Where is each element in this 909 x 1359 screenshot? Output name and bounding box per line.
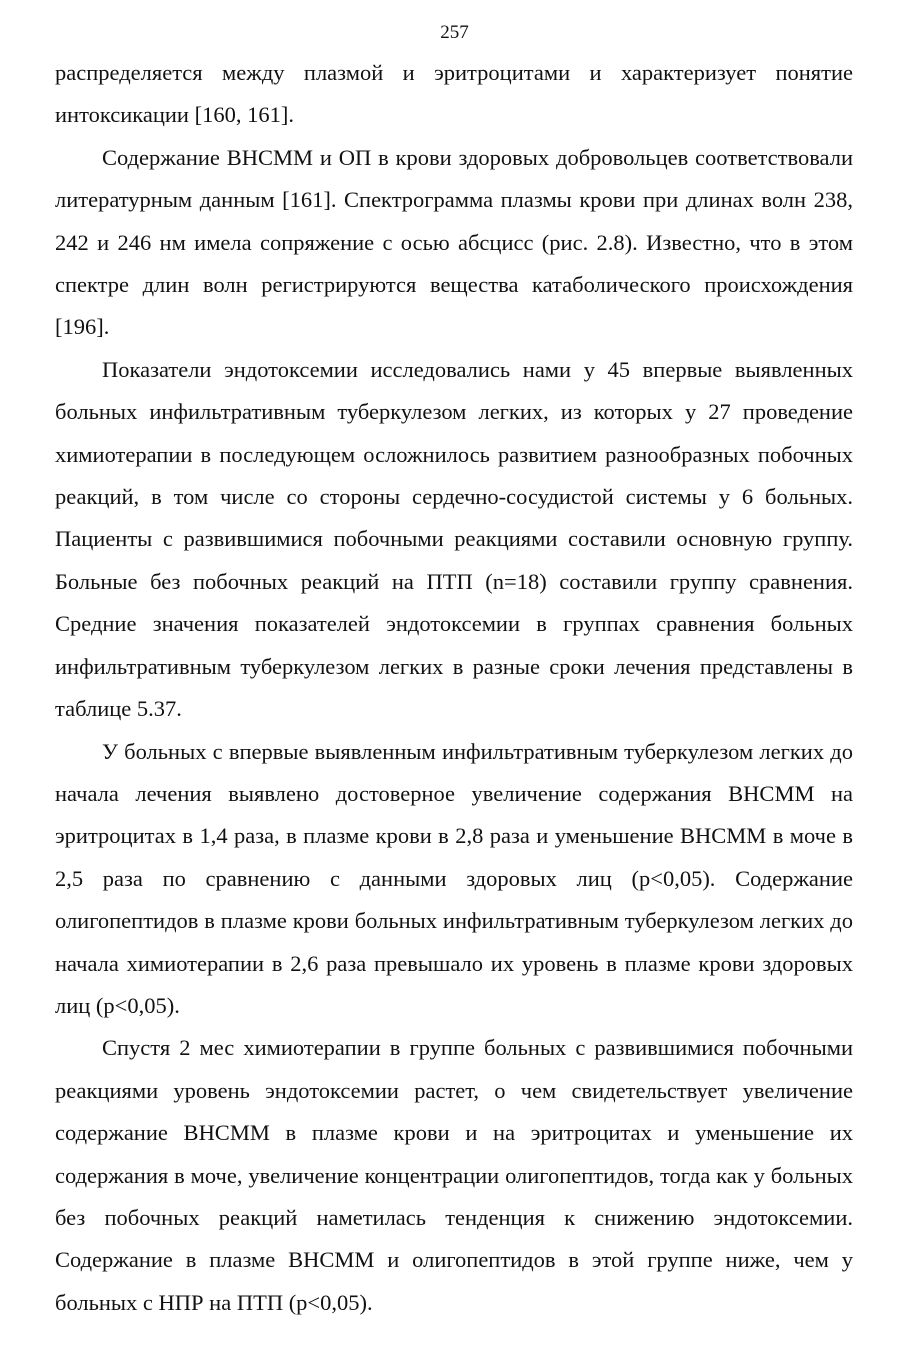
body-text [55,52,853,1324]
paragraph-5: Спустя 2 мес химиотерапии в группе больных с развившимися побочными реакциями уровень эндотоксемии растет, о чем свидетельствует увеличение содержание ВНСММ в плазме крови и на эритроцитах и уменьшение их содержания в моче, увеличение концентрации олигопептидов, тогда как у больных без побочных реакций наметилась тенденция к снижению эндотоксемии. Содержание в плазме ВНСММ и олигопептидов в этой группе ниже, чем у больных с НПР на ПТП (p<0,05). [55,1035,853,1315]
page-number: 257 [440,22,469,43]
paragraph-4: У больных с впервые выявленным инфильтративным туберкулезом легких до начала лечения выявлено достоверное увеличение содержания ВНСММ на эритроцитах в 1,4 раза, в плазме крови в 2,8 раза и уменьшение ВНСММ в моче в 2,5 раза по сравнению с данными здоровых лиц (p<0,05). Содержание олигопептидов в плазме крови больных инфильтративным туберкулезом легких до начала химиотерапии в 2,6 раза превышало их уровень в плазме крови здоровых лиц (p<0,05). [55,738,853,1018]
paragraph-3: Показатели эндотоксемии исследовались нами у 45 впервые выявленных больных инфильтративным туберкулезом легких, из которых у 27 проведение химиотерапии в последующем осложнилось развитием разнообразных побочных реакций, в том числе со стороны сердечно-сосудистой системы у 6 больных. Пациенты с развившимися побочными реакциями составили основную группу. Больные без побочных реакций на ПТП (n=18) составили группу сравнения. Средние значения показателей эндотоксемии в группах сравнения больных инфильтративным туберкулезом легких в разные сроки лечения представлены в таблице 5.37. [55,356,853,722]
paragraph-1: распределяется между плазмой и эритроцитами и характеризует понятие интоксикации [160, 161]. [55,60,853,128]
paragraph-2: Содержание ВНСММ и ОП в крови здоровых добровольцев соответствовали литературным данным [161]. Спектрограмма плазмы крови при длинах волн 238, 242 и 246 нм имела сопряжение с осью абсцисс (рис. 2.8). Известно, что в этом спектре длин волн регистрируются вещества катаболического происхождения [196]. [55,144,853,340]
